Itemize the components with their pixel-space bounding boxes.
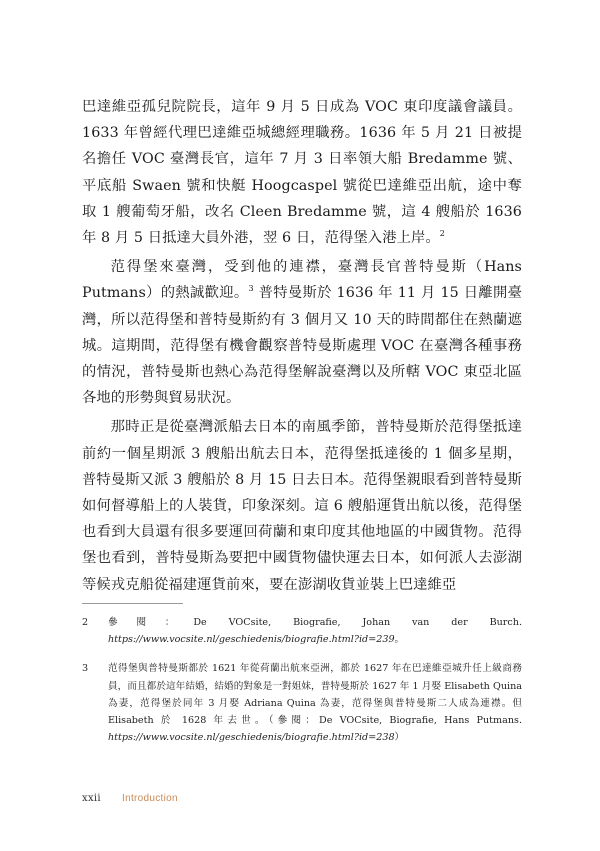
footnote-separator [82,603,183,604]
footnote-text-part: 參閱：De VOCsite, Biografie, Johan van der Burch. [108,617,522,628]
footnote-text-part: 范得堡與普特曼斯都於 1621 年從荷蘭出航來亞洲，都於 1627 年在巴達維亞城升任上級商務員，而且都於這年結婚，結婚的對象是一對姐妹，普特曼斯於 1627 年 1 月娶 Elisabeth Quina 為妻，范得堡於同年 3 月娶 Adriana Quina 為妻，范得堡與普特曼斯二人成為連襟。但 Elisabeth 於 1628 年去世。（參閱：De VOCsite, Biografie, Hans Putmans. [108,663,522,727]
footnote-url: https://www.vocsite.nl/geschiedenis/biografie.html?id=238 [108,732,395,744]
paragraph-text: 普特曼斯於 1636 年 11 月 15 日離開臺灣，所以范得堡和普特曼斯約有 3 個月又 10 天的時間都住在熱蘭遮城。這期間，范得堡有機會觀察普特曼斯處理 VOC 在臺灣各種事務的情況，普特曼斯也熱心為范得堡解說臺灣以及所轄 VOC 東亞北區各地的形勢與貿易狀況。 [82,285,522,407]
footnote-number: 2 [82,617,89,628]
footnote-text-part: 。 [394,634,405,646]
footnote-ref-2: 2 [439,229,445,239]
footnote-3 [82,660,522,746]
footnote-text [108,614,522,648]
footnote-2 [82,614,522,648]
footnote-url: https://www.vocsite.nl/geschiedenis/biografie.html?id=239 [108,634,395,646]
paragraph-2 [82,254,522,411]
footnotes [82,614,522,746]
main-text [82,94,522,598]
page-number: xxii [82,793,101,804]
paragraph-1 [82,94,522,251]
footnote-ref-3: 3 [248,284,254,294]
paragraph-text: 范得堡來臺灣，受到他的連襟，臺灣長官普特曼斯（Hans Putmans）的熱誠歡迎。 [82,259,522,302]
footnote-number: 3 [82,663,89,675]
paragraph-text: 那時正是從臺灣派船去日本的南風季節，普特曼斯於范得堡抵達前約一個星期派 3 艘船出航去日本，范得堡抵達後的 1 個多星期，普特曼斯又派 3 艘船於 8 月 15 日去日本。范得堡親眼看到普特曼斯如何督導船上的人裝貨，印象深刻。這 6 艘船運貨出航以後，范得堡也看到大員還有很多要運回荷蘭和東印度其他地區的中國貨物。范得堡也看到，普特曼斯為要把中國貨物儘快運去日本，如何派人去澎湖等候戎克船從福建運貨前來，要在澎湖收貨並裝上巴達維亞 [82,419,522,593]
running-head: Introduction [122,793,178,804]
paragraph-3 [82,414,522,597]
footnote-text [108,660,522,746]
footnote-text-part: ） [394,732,405,744]
paragraph-text: 巴達維亞孤兒院院長，這年 9 月 5 日成為 VOC 東印度議會議員。1633 年曾經代理巴達維亞城總經理職務。1636 年 5 月 21 日被提名擔任 VOC 臺灣長官，這年 7 月 3 日率領大船 Bredamme 號、平底船 Swaen 號和快艇 Hoogcaspel 號從巴達維亞出航，途中奪取 1 艘葡萄牙船，改名 Cleen Bredamme 號，這 4 艘船於 1636 年 8 月 5 日抵達大員外港，翌 6 日，范得堡入港上岸。 [82,99,522,247]
